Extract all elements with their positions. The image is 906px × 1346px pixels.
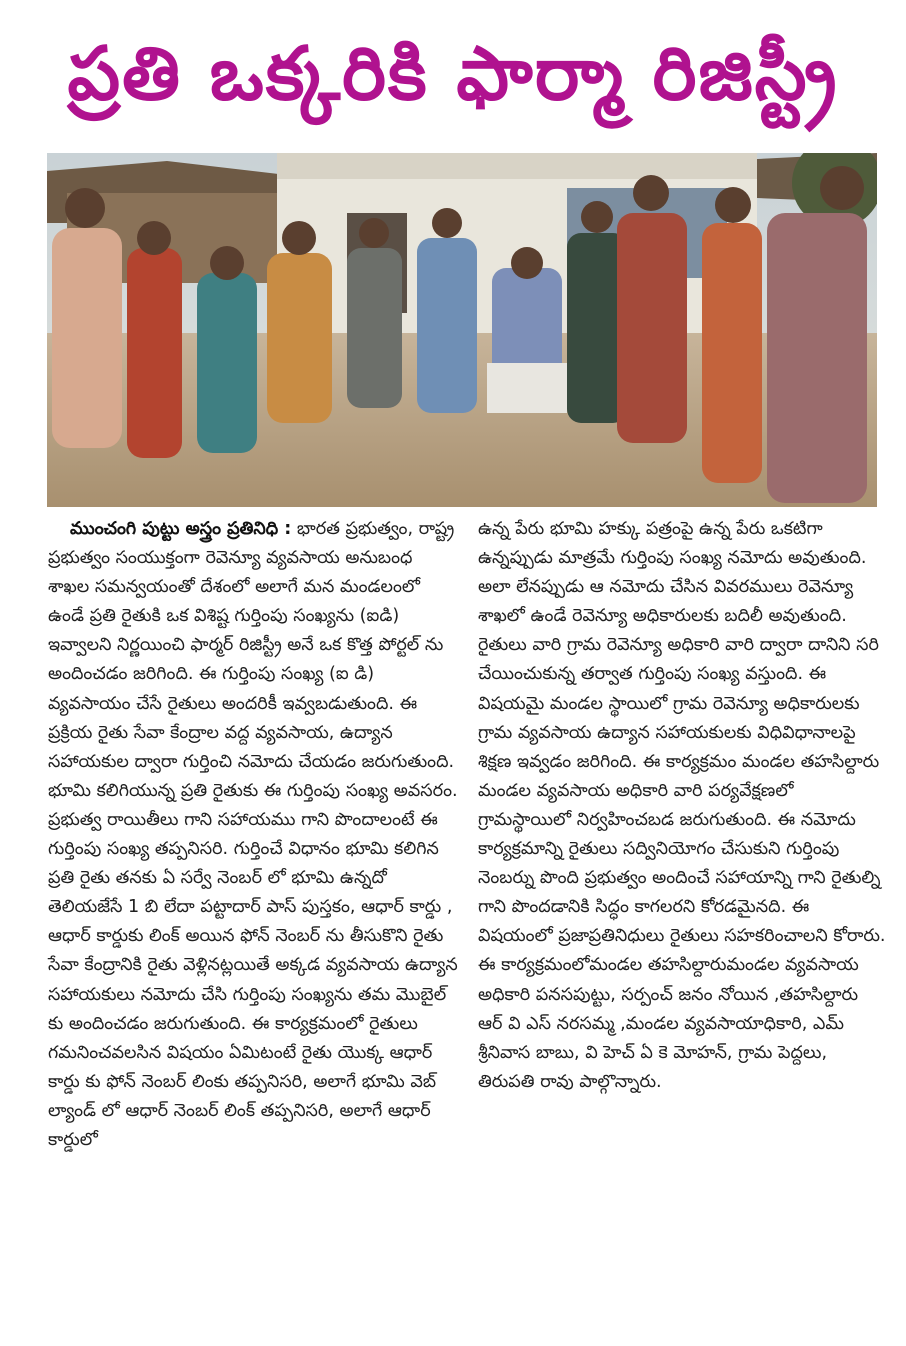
- article-column-1: [48, 515, 458, 1155]
- article-text-col2: ఉన్న పేరు భూమి హక్కు పత్రంపై ఉన్న పేరు ఒకటిగా ఉన్నప్పుడు మాత్రమే గుర్తింపు సంఖ్య నమోదు అవుతుంది. అలా లేనప్పుడు ఆ నమోదు చేసిన వివరములు రెవెన్యూ శాఖలో ఉండే రెవెన్యూ అధికారులకు బదిలీ అవుతుంది. రైతులు వారి గ్రామ రెవెన్యూ అధికారి వారి ద్వారా దానిని సరి చేయించుకున్న తర్వాత గుర్తింపు సంఖ్య వస్తుంది. ఈ విషయమై మండల స్థాయిలో గ్రామ రెవెన్యూ అధికారులకు గ్రామ వ్యవసాయ ఉద్యాన సహాయకులకు విధివిధానాలపై శిక్షణ ఇవ్వడం జరిగింది. ఈ కార్యక్రమం మండల తహసిల్దారు మండల వ్యవసాయ అధికారి వారి పర్యవేక్షణలో గ్రామస్థాయిలో నిర్వహించబడ జరుగుతుంది. ఈ నమోదు కార్యక్రమాన్ని రైతులు సద్వినియోగం చేసుకుని గుర్తింపు నెంబర్ను పొంది ప్రభుత్వం అందించే సహాయాన్ని గాని రైతుల్ని గాని పొందడానికి సిద్ధం కాగలరని కోరడమైనది. ఈ విషయంలో ప్రజాప్రతినిధులు రైతులు సహకరించాలని కోరారు. ఈ కార్యక్రమంలోమండల తహసిల్దారుమండల వ్యవసాయ అధికారి పనసపుట్టు, సర్పంచ్ జనం నోయిన ,తహసిల్దారు ఆర్ వి ఎస్ నరసమ్మ ,మండల వ్యవసాయాధికారి, ఎమ్ శ్రీనివాస బాబు, వి హెచ్ ఏ కె మోహన్, గ్రామ పెద్దలు, తిరుపతి రావు పాల్గొన్నారు.: [478, 519, 886, 1092]
- news-photo: [47, 153, 877, 507]
- photo-illustration: [47, 153, 877, 507]
- headline: ప్రతి ఒక్కరికి ఫార్మా రిజిస్ట్రీ: [67, 31, 839, 117]
- article-column-2: [478, 515, 888, 1097]
- article-text-col1: భారత ప్రభుత్వం, రాష్ట్ర ప్రభుత్వం సంయుక్తంగా రెవెన్యూ వ్యవసాయ అనుబంధ శాఖల సమన్వయంతో దేశంలో అలాగే మన మండలంలో ఉండే ప్రతి రైతుకి ఒక విశిష్ట గుర్తింపు సంఖ్యను (ఐడి) ఇవ్వాలని నిర్ణయించి ఫార్మర్ రిజిస్ట్రీ అనే ఒక కొత్త పోర్టల్ ను అందించడం జరిగింది. ఈ గుర్తింపు సంఖ్య (ఐ డి) వ్యవసాయం చేసే రైతులు అందరికీ ఇవ్వబడుతుంది. ఈ ప్రక్రియ రైతు సేవా కేంద్రాల వద్ద వ్యవసాయ, ఉద్యాన సహాయకుల ద్వారా గుర్తించి నమోదు చేయడం జరుగుతుంది. భూమి కలిగియున్న ప్రతి రైతుకు ఈ గుర్తింపు సంఖ్య అవసరం. ప్రభుత్వ రాయితీలు గాని సహాయము గాని పొందాలంటే ఈ గుర్తింపు సంఖ్య తప్పనిసరి. గుర్తించే విధానం భూమి కలిగిన ప్రతి రైతు తనకు ఏ సర్వే నెంబర్ లో భూమి ఉన్నదో తెలియజేసే 1 బి లేదా పట్టాదార్ పాస్ పుస్తకం, ఆధార్ కార్డు , ఆధార్ కార్డుకు లింక్ అయిన ఫోన్ నెంబర్ ను తీసుకొని రైతు సేవా కేంద్రానికి రైతు వెళ్లినట్లయితే అక్కడ వ్యవసాయ ఉద్యాన సహాయకులు నమోదు చేసి గుర్తింపు సంఖ్యను తమ మొబైల్ కు అందించడం జరుగుతుంది. ఈ కార్యక్రమంలో రైతులు గమనించవలసిన విషయం ఏమిటంటే రైతు యొక్క ఆధార్ కార్డు కు ఫోన్ నెంబర్ లింకు తప్పనిసరి, అలాగే భూమి వెబ్ ల్యాండ్ లో ఆధార్ నెంబర్ లింక్ తప్పనిసరి, అలాగే ఆధార్ కార్డులో: [48, 519, 458, 1150]
- byline: ముంచంగి పుట్టు అస్త్రం ప్రతినిధి :: [70, 519, 292, 539]
